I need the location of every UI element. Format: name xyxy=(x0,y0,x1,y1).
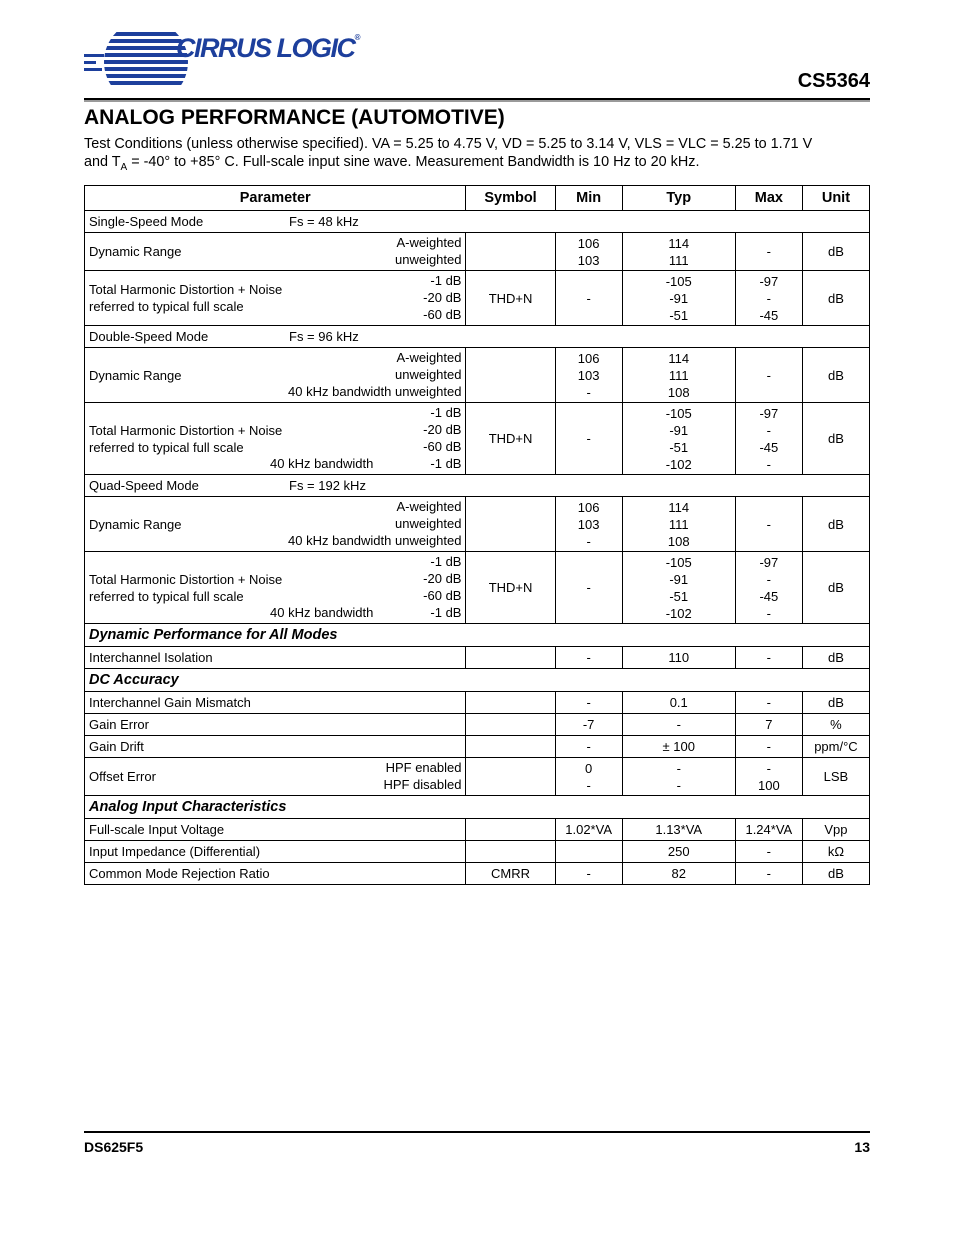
mode-row-double: Double-Speed Mode Fs = 96 kHz xyxy=(85,326,870,348)
table-row: Interchannel Isolation - 110 - dB xyxy=(85,647,870,669)
col-parameter: Parameter xyxy=(85,186,466,211)
table-row: Dynamic Range A-weighted unweighted 40 kHz bandwidth unweighted 106 103 - 114 111 108 - dB xyxy=(85,497,870,552)
mode-row-quad: Quad-Speed Mode Fs = 192 kHz xyxy=(85,475,870,497)
test-conditions: Test Conditions (unless otherwise specified). VA = 5.25 to 4.75 V, VD = 5.25 to 3.14 V, VLS = VLC = 5.25 to 1.71 V and $T_A = -40^\circ$ to +85° C. Full-scale input sine wave. Measurement Bandwidth is 10 Hz to 20 kHz. xyxy=(84,136,813,173)
mode-row-single: Single-Speed Mode Fs = 48 kHz xyxy=(85,211,870,233)
table-row: Interchannel Gain Mismatch - 0.1 - dB xyxy=(85,692,870,714)
table-header-row xyxy=(85,186,870,211)
table-row: Gain Error -7 - 7 % xyxy=(85,714,870,736)
part-number: CS5364 xyxy=(797,70,870,92)
col-min: Min xyxy=(555,186,622,211)
table-row: Gain Drift - ± 100 - ppm/°C xyxy=(85,736,870,758)
header-divider xyxy=(84,98,870,100)
table-row: Common Mode Rejection Ratio CMRR - 82 - dB xyxy=(85,863,870,885)
section-row-dynamic: Dynamic Performance for All Modes xyxy=(85,624,870,647)
col-typ: Typ xyxy=(622,186,735,211)
footer-divider xyxy=(84,1131,870,1133)
logo-wordmark: CIRRUS LOGIC® xyxy=(176,33,361,63)
col-max: Max xyxy=(735,186,802,211)
table-row: Input Impedance (Differential) 250 - kΩ xyxy=(85,841,870,863)
table-row: Offset Error HPF enabled HPF disabled 0 - - - - 100 LSB xyxy=(85,758,870,796)
datasheet-page xyxy=(84,0,870,1235)
table-row: Total Harmonic Distortion + Noise referred to typical full scale 40 kHz bandwidth -1 dB -20 dB -60 dB -1 dB THD+N - -105 -91 -51 -102 -97 - -45 - dB xyxy=(85,552,870,624)
table-row: Total Harmonic Distortion + Noise referred to typical full scale -1 dB -20 dB -60 dB THD+N - -105 -91 -51 -97 - -45 dB xyxy=(85,271,870,326)
table-row: Total Harmonic Distortion + Noise referred to typical full scale 40 kHz bandwidth -1 dB -20 dB -60 dB -1 dB THD+N - -105 -91 -51 -102 -97 - -45 - dB xyxy=(85,403,870,475)
col-symbol: Symbol xyxy=(466,186,555,211)
table-row: Dynamic Range A-weighted unweighted 40 kHz bandwidth unweighted 106 103 - 114 111 108 - dB xyxy=(85,348,870,403)
table-row: Full-scale Input Voltage 1.02*VA 1.13*VA 1.24*VA Vpp xyxy=(85,819,870,841)
page-number: 13 xyxy=(854,1139,870,1155)
table-row: Dynamic Range A-weighted unweighted 106 103 114 111 - dB xyxy=(85,233,870,271)
section-title: ANALOG PERFORMANCE (AUTOMOTIVE) xyxy=(84,106,505,129)
document-id: DS625F5 xyxy=(84,1139,144,1155)
section-row-analog-input: Analog Input Characteristics xyxy=(85,796,870,819)
col-unit: Unit xyxy=(802,186,869,211)
analog-performance-table xyxy=(84,185,870,885)
section-row-dc: DC Accuracy xyxy=(85,669,870,692)
